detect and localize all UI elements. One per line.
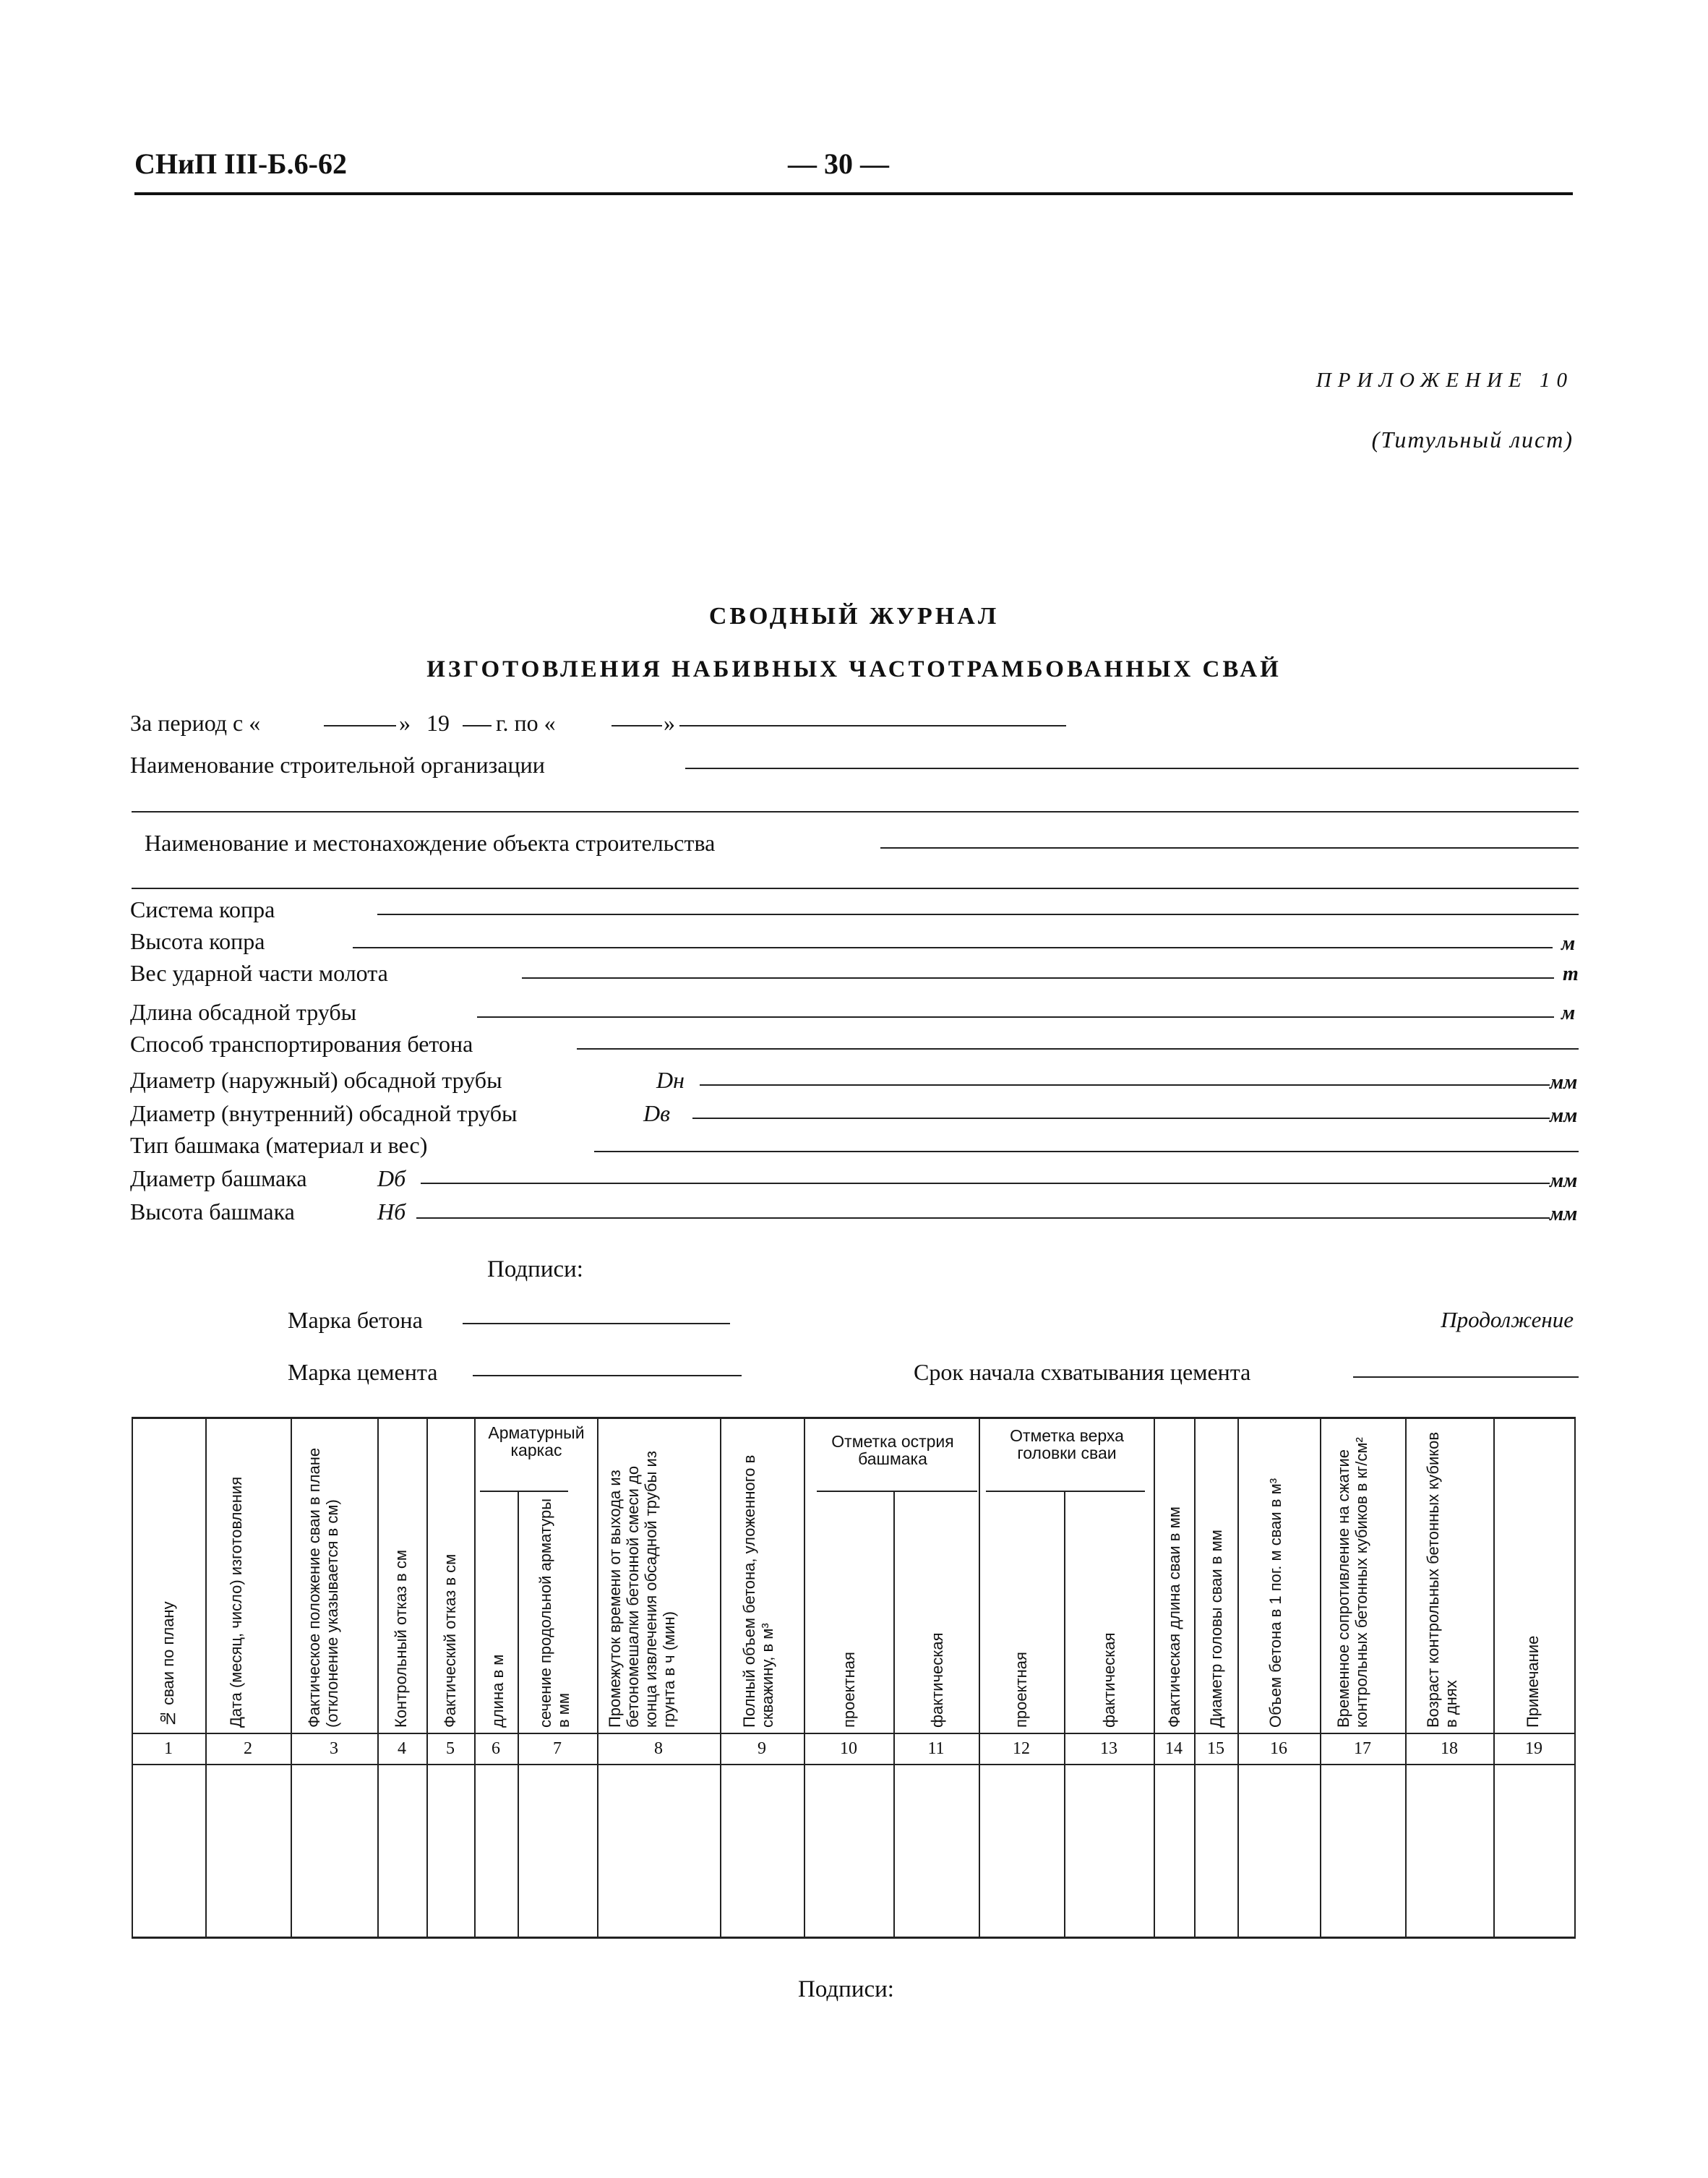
cement-grade-label: Марка цемента xyxy=(288,1359,438,1385)
diam-outer-symbol: Dн xyxy=(656,1067,685,1093)
diam-outer-blank[interactable] xyxy=(700,1084,1550,1086)
col-line xyxy=(720,1417,721,1937)
period-year-blank[interactable] xyxy=(463,725,492,726)
col-number: 6 xyxy=(492,1739,500,1758)
col-number: 11 xyxy=(927,1739,945,1758)
concrete-grade-blank[interactable] xyxy=(463,1323,730,1324)
col-number: 15 xyxy=(1207,1739,1224,1758)
col-line xyxy=(1405,1417,1407,1937)
bottom-signatures-label: Подписи: xyxy=(798,1976,894,2002)
period-prefix: За период с « xyxy=(130,710,261,736)
col-line xyxy=(518,1491,519,1937)
col-line xyxy=(1320,1417,1321,1937)
group-head-divider xyxy=(986,1491,1145,1492)
col-line xyxy=(377,1417,379,1937)
col-line xyxy=(205,1417,207,1937)
col-line xyxy=(804,1417,805,1937)
shoe-height-unit: мм xyxy=(1550,1203,1578,1225)
header-col-19: Примечание xyxy=(1524,1635,1542,1728)
org-blank-2[interactable] xyxy=(132,811,1579,813)
appendix-subtitle: (Титульный лист) xyxy=(1371,426,1574,453)
kopra-height-label: Высота копра xyxy=(130,928,265,954)
object-label: Наименование и местонахождение объекта строительства xyxy=(145,830,716,856)
header-col-8: Промежуток времени от выхода из бетономешалки бетонной смеси до конца извлечения обсадной трубы из грунта в ч (мин) xyxy=(606,1451,678,1728)
shoe-diam-blank[interactable] xyxy=(421,1183,1550,1184)
col-line xyxy=(1574,1417,1576,1937)
col-number: 3 xyxy=(330,1739,338,1758)
header-col-15: Диаметр головы сваи в мм xyxy=(1207,1530,1225,1728)
col-number: 8 xyxy=(654,1739,663,1758)
signatures-label: Подписи: xyxy=(487,1256,583,1282)
col-number: 14 xyxy=(1165,1739,1183,1758)
org-label: Наименование строительной организации xyxy=(130,752,545,778)
cement-grade-blank[interactable] xyxy=(473,1375,742,1376)
kopra-height-blank[interactable] xyxy=(353,947,1553,948)
header-col-18: Возраст контрольных бетонных кубиков в днях xyxy=(1424,1431,1460,1728)
kopra-system-label: Система копра xyxy=(130,896,275,922)
col-number: 2 xyxy=(244,1739,252,1758)
col-number: 7 xyxy=(553,1739,562,1758)
table-top-border xyxy=(132,1417,1576,1419)
transport-blank[interactable] xyxy=(577,1048,1579,1050)
col-line xyxy=(1154,1417,1155,1937)
header-col-5: Фактический отказ в см xyxy=(441,1553,459,1728)
col-line xyxy=(426,1417,428,1937)
col-number: 13 xyxy=(1100,1739,1117,1758)
period-day-blank[interactable] xyxy=(324,725,396,726)
table-header-bottom xyxy=(132,1733,1576,1734)
col-line xyxy=(132,1417,133,1937)
shoe-height-symbol: Hб xyxy=(377,1199,406,1225)
shoe-diam-label: Диаметр башмака xyxy=(130,1165,307,1191)
col-line xyxy=(979,1417,980,1937)
header-col-6: длина в м xyxy=(489,1654,507,1728)
group-arm-divider xyxy=(480,1491,568,1492)
object-blank[interactable] xyxy=(880,847,1579,849)
col-line xyxy=(474,1417,476,1937)
group-tip-divider xyxy=(817,1491,977,1492)
pipe-length-unit: м xyxy=(1561,1002,1576,1024)
hammer-weight-blank[interactable] xyxy=(522,977,1554,979)
col-number: 17 xyxy=(1354,1739,1371,1758)
col-number: 19 xyxy=(1525,1739,1542,1758)
header-col-12: проектная xyxy=(1012,1652,1030,1728)
period-year: 19 xyxy=(426,710,450,736)
appendix-label: ПРИЛОЖЕНИЕ 10 xyxy=(1316,369,1574,392)
header-col-1: № сваи по плану xyxy=(159,1601,177,1728)
col-number: 5 xyxy=(446,1739,455,1758)
period-to-blank[interactable] xyxy=(611,725,662,726)
table-numbers-bottom xyxy=(132,1764,1576,1765)
col-number: 1 xyxy=(164,1739,173,1758)
diam-outer-unit: мм xyxy=(1550,1071,1578,1094)
journal-table xyxy=(132,1417,1576,1938)
header-col-13: фактическая xyxy=(1100,1632,1118,1728)
col-line xyxy=(893,1491,895,1937)
header-rule xyxy=(134,192,1573,195)
shoe-type-label: Тип башмака (материал и вес) xyxy=(130,1132,428,1158)
table-bottom-border xyxy=(132,1937,1576,1939)
header-col-9: Полный объем бетона, уложенного в скважину, в м³ xyxy=(740,1454,776,1728)
col-line xyxy=(1064,1491,1065,1937)
object-blank-2[interactable] xyxy=(132,888,1579,889)
col-number: 12 xyxy=(1013,1739,1030,1758)
shoe-height-blank[interactable] xyxy=(416,1217,1550,1219)
pipe-length-label: Длина обсадной трубы xyxy=(130,999,357,1025)
header-col-11: фактическая xyxy=(928,1632,946,1728)
header-group-head: Отметка верха головки сваи xyxy=(1010,1426,1124,1462)
shoe-diam-unit: мм xyxy=(1550,1170,1578,1192)
hammer-weight-label: Вес ударной части молота xyxy=(130,960,388,986)
diam-outer-label: Диаметр (наружный) обсадной трубы xyxy=(130,1067,502,1093)
col-line xyxy=(1194,1417,1196,1937)
col-number: 4 xyxy=(398,1739,406,1758)
continuation-label: Продолжение xyxy=(1441,1307,1574,1332)
header-col-4: Контрольный отказ в см xyxy=(392,1550,410,1728)
hammer-weight-unit: т xyxy=(1563,963,1579,985)
diam-inner-symbol: Dв xyxy=(643,1100,670,1126)
page-number: — 30 — xyxy=(788,147,889,180)
period-end-blank[interactable] xyxy=(679,725,1066,726)
cement-setting-label: Срок начала схватывания цемента xyxy=(914,1359,1251,1385)
journal-title: СВОДНЫЙ ЖУРНАЛ xyxy=(708,603,1000,630)
shoe-height-label: Высота башмака xyxy=(130,1199,295,1225)
org-blank[interactable] xyxy=(685,768,1579,769)
diam-inner-label: Диаметр (внутренний) обсадной трубы xyxy=(130,1100,518,1126)
journal-subtitle: ИЗГОТОВЛЕНИЯ НАБИВНЫХ ЧАСТОТРАМБОВАННЫХ СВАЙ xyxy=(426,656,1282,682)
diam-inner-unit: мм xyxy=(1550,1105,1578,1127)
header-group-arm: Арматурный каркас xyxy=(488,1423,585,1459)
kopra-system-blank[interactable] xyxy=(377,914,1579,915)
col-line xyxy=(1493,1417,1495,1937)
col-number: 9 xyxy=(758,1739,766,1758)
document-code: СНиП III-Б.6-62 xyxy=(134,147,347,180)
col-number: 16 xyxy=(1270,1739,1287,1758)
header-col-10: проектная xyxy=(840,1652,858,1728)
transport-label: Способ транспортирования бетона xyxy=(130,1031,473,1057)
col-line xyxy=(1237,1417,1239,1937)
header-col-16: Объем бетона в 1 пог. м сваи в м³ xyxy=(1266,1478,1284,1728)
diam-inner-blank[interactable] xyxy=(692,1118,1550,1119)
col-number: 18 xyxy=(1441,1739,1458,1758)
period-quote1: » xyxy=(399,710,411,736)
header-col-7: сечение продольной арматуры в мм xyxy=(536,1498,572,1728)
period-to: г. по « xyxy=(496,710,556,736)
col-line xyxy=(291,1417,292,1937)
period-quote2: » xyxy=(664,710,675,736)
cement-setting-blank[interactable] xyxy=(1353,1376,1579,1378)
col-line xyxy=(597,1417,598,1937)
header-col-2: Дата (месяц, число) изготовления xyxy=(227,1476,245,1728)
header-col-17: Временное сопротивление на сжатие контрольных бетонных кубиков в кг/см² xyxy=(1334,1437,1370,1728)
pipe-length-blank[interactable] xyxy=(477,1016,1554,1018)
col-number: 10 xyxy=(840,1739,857,1758)
shoe-diam-symbol: Dб xyxy=(377,1165,406,1191)
shoe-type-blank[interactable] xyxy=(594,1151,1579,1152)
concrete-grade-label: Марка бетона xyxy=(288,1307,423,1333)
header-col-14: Фактическая длина сваи в мм xyxy=(1165,1506,1183,1728)
header-col-3: Фактическое положение сваи в плане (отклонение указывается в см) xyxy=(305,1447,341,1728)
header-group-tip: Отметка острия башмака xyxy=(831,1432,954,1468)
kopra-height-unit: м xyxy=(1561,932,1576,955)
